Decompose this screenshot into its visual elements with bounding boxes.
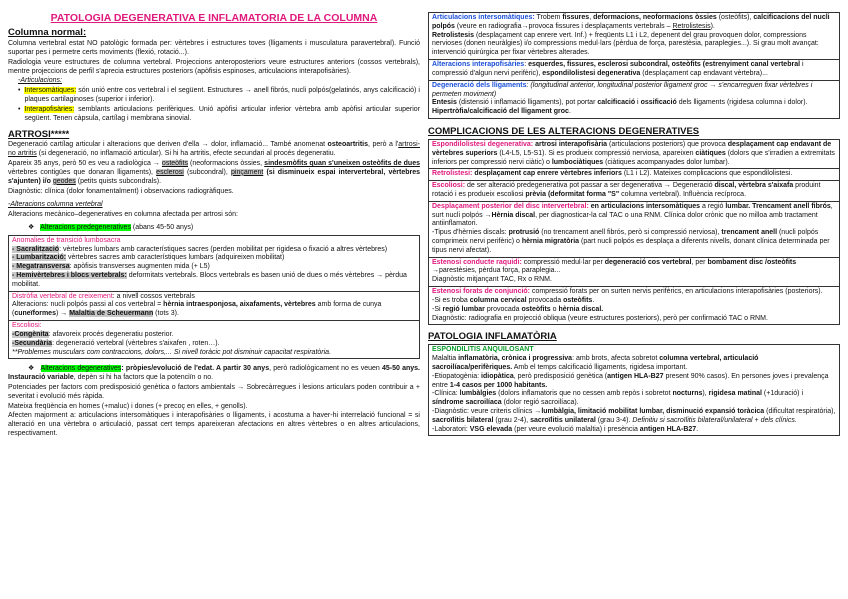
section-columna-normal: Columna normal: — [8, 27, 87, 39]
box-cell-retrolistesi: Retrolistesi: desplaçament cap enrere vèrtebres inferiors (L1 i L2). Mateixes complicacions que espondilolistesi. — [429, 169, 839, 181]
box-cell-estenosi-raquidi: Estenosi conducte raquidi: compressió medul·lar per degeneració cos vertebral, per bombament disc /osteòfits →parestèsies, pèrdua força, paraplegia... Diagnòstic mitjançant TAC, Rx o RNM. — [429, 258, 839, 287]
diamond-bullet-icon: ❖ — [28, 223, 35, 231]
paragraph: Alteracions mecànico–degeneratives en columna afectada per artrosi són: — [8, 211, 238, 219]
paragraph: Radiologia veure estructures de columna vertebral. Projeccions anteroposteriors veure estructures anteriors (cossos vertebrals), mentre projeccions de perfil s'aprecia estructures posteriors (apòfisis espinoses, articulacions interapofisàries). — [8, 58, 420, 75]
box-cell-espondilitis: ESPONDILITIS ANQUILOSANT Malaltia inflamatòria, crònica i progressiva: amb brots, afecta sobretot columna vertebral, articulació sacroilíaca/perifèriques. Amb el temps calcificació lligaments, rigidesa important. -Etiopatogènia: idiopàtica, però predisposició genètica (antigen HLA-B27 present 90% casos). En persones joves i prevalença entre 1-4 casos per 1000 habitants. -Clínica: lumbàlgies (dolors inflamatoris que no cessen amb repòs i sobretot nocturns), rigidesa matinal (+1duració) i síndrome sacroilíaca (dolor regió sacroilíaca). -Diagnòstic: veure criteris clínics →lumbàlgia, limitació mobilitat lumbar, disminució expansió toràcica (dificultat respiratòria), sacroïlitis bilateral (grau 2-4), sacroïlitis unilateral (grau 3-4). Definitiu si sacroïlitis bilateral/unilateral + dels clínics. -Laboratori: VSG elevada (per veure evolució malaltia) i presència antigen HLA-B27. — [432, 346, 836, 433]
subheading-alteracions: -Alteracions columna vertebral — [8, 201, 103, 209]
box-cell-intersomatiques: Articulacions intersomàtiques: Trobem fissures, deformacions, neoformacions òssies (osteòfits), calcificacions del nucli polpós (veure en radiografia→provoca fissures i desplaçaments vertebrals – Retrolistesis). Retrolistesis (desplaçament cap enrere vert. Inf.) + freqüents L1 i L2, depenent del grau provoquen dolor, compressions nervioses (donen neuràlgies) i/o compressions medul·lars (pèrdua de força, parestèsia, paraplegies...). Si grau molt avançat: intervenció quirúrgica per fixar vèrtebres alterades. — [429, 13, 839, 60]
section-inflamatoria: PATOLOGIA INFLAMATÒRIA — [428, 331, 557, 343]
bullet-icon: • — [18, 87, 21, 95]
diamond-item-predegeneratives: ❖ Alteracions predegeneratives (abans 45-50 anys) — [28, 223, 194, 231]
paragraph: Diagnòstic: clínica (dolor fonamentalment) i observacions radiogràfiques. — [8, 187, 234, 195]
paragraph: Afecten majorment a: articulacions intersomàtiques i interapofisàries o lligaments, i acostuma a haver-hi interrelació funcional = si alteració en una vèrtebra o articulació, passat cert temps apareixeran afectacions en altres vèrtebres o en altres articulacions, respectivament. — [8, 412, 420, 438]
box-cell-espondilolistesi: Espondilolistesi degenerativa: artrosi interapofisària (articulacions posteriors) que provoca desplaçament cap endavant de vèrtebres superiors (L4-L5, L5-S1). Si es produeix compressió nerviosa, apareixen ciàtiques (dolors que s'irradien a extremitats inferiors per compressió nervi ciàtic) o lumbociàtiques (ciàtiques acompanyades dolor lumbar). — [429, 140, 839, 169]
degenerative-details-box — [428, 12, 840, 119]
subheading-articulacions: -Articulacions: — [18, 77, 62, 85]
box-cell-escoliosi: Escoliosi: de ser alteració predegenerativa pot passar a ser degenerativa → Degeneració discal, vèrtebra s'aixafa produint rotació i es produeix escoliosi prèvia (deformitat forma "S" columna vertebral). Influència recíproca. — [429, 181, 839, 202]
page-title: PATOLOGIA DEGENERATIVA E INFLAMATORIA DE LA COLUMNA — [50, 12, 378, 24]
paragraph: Degeneració cartílag articular i alteracions que deriven d'ella → dolor, inflamació... També anomenat osteoartritis, però a l'artrosi- no artritis (si degeneració, no inflamació articular). Si hi ha artritis, efecte secundari al procés degeneratiu. — [8, 141, 420, 158]
inflammatory-box — [428, 344, 840, 436]
bullet-icon: • — [18, 105, 21, 113]
diamond-bullet-icon: ❖ — [28, 365, 35, 373]
paragraph: Potenciades per factors com predisposició genètica o factors ambientals → Sobrecàrregues i lesions articulars poden contribuir a + severitat i evolució més ràpida. — [8, 383, 420, 400]
list-item: • Intersomàtiques: són unió entre cos vertebral i el següent. Estructures → anell fibrós, nucli polpós(gelatinós, anys calcificació) i plaques cartilaginoses (superior i inferior). — [18, 87, 420, 104]
paragraph-degeneratives: ❖ Alteracions degeneratives: pròpies/evolució de l'edat. A partir 30 anys, però radiològicament no es veuen 45-50 anys. Instauració variable, depèn si hi ha factors que la potenciïn o no. — [8, 365, 420, 382]
box-cell-escoliosi: Escoliosi: -Congènita: afavoreix procés degeneratiu posterior. -Secundària: degeneració vertebral (vèrtebres s'aixafen , roten…). **Problemes musculars com contraccions, dolors,... Si nivell toràcic pot disminuir capacitat respiratòria. — [12, 322, 332, 356]
complications-box — [428, 139, 840, 325]
section-complicacions: COMPLICACIONS DE LES ALTERACIONS DEGENERATIVES — [428, 125, 700, 137]
paragraph: Mateixa freqüència en homes (+maluc) i dones (+ precoç en elles, + genolls). — [8, 402, 248, 410]
box-cell-estenosi-forats: Estenosi forats de conjunció: compressió forats per on surten nervis perifèrics, en articulacions interapofisàries (posteriors). -Si es troba columna cervical provocada osteòfits. -Si regió lumbar provocada osteòfits o hèrnia discal. Diagnòstic: radiografia en projecció obliqua (veure estructures posteriors), però per confirmació TAC o RNM. — [432, 288, 823, 322]
paragraph: Columna vertebral estat NO patològic formada per: vèrtebres i estructures toves (lligaments i musculatura paravertebral). Funció suportar pes i permetre certs moviments (flexió, rotació...). — [8, 40, 420, 56]
predegenerative-box — [8, 235, 420, 360]
paragraph: Apareix 35 anys, però 50 es veu a radiològica → osteòfits (neoformacions òssies, sindesmòfits quan s'uneixen osteòfits de dues vèrtebres contigües que donaran lligaments), esclerosi (subcondral), pinçament (si disminueix espai intervertebral, vèrtebres s'ajunten) i/o geodes (petits quists subcondrals). — [8, 160, 420, 185]
list-item: • Interapofisàries: semblants articulacions perifèriques. Unió apòfisi articular inferior vèrtebra amb apòfisi articular superior següent. Tenen càpsula, cartílag i membrana sinovial. — [18, 105, 420, 122]
section-artrosi: ARTROSI***** — [8, 128, 70, 140]
term-highlight: Interapofisàries: — [24, 105, 75, 113]
box-cell-anomalies: Anomalies de transició lumbosacra - Sacralització: vèrtebres lumbars amb característiques sacres (perden mobilitat per rigidesa o fixació a altres vèrtebres) - Lumbarització: vèrtebres sacres amb característiques lumbars (adquireixen mobilitat) - Megatransversa: apòfisis transverses augmenten mida (+ L5) - Hemivèrtebres i blocs vertebrals: deformitats vertebrals. Blocs vertebrals es basen unió de dues o més vèrtebres → pèrdua mobilitat. — [9, 236, 419, 292]
box-cell-distrofia: Distròfia vertebral de creixement: a nivell cossos vertebrals Alteracions: nucli polpós passi al cos vertebral = hèrnia intraesponjosa, aixafaments, vèrtebres amb forma de cunya (cuneïformes) → Malaltia de Scheuermann (tots 3). — [9, 292, 419, 321]
term-highlight: Intersomàtiques: — [24, 87, 77, 95]
box-cell-lligaments: Degeneració dels lligaments: (longitudinal anterior, longitudinal posterior lligament groc → s'encarreguen fixar vèrtebres i permeten moviment) Entesis (distensió i inflamació lligaments), pot portar calcificació i ossificació dels lligaments (rigidesa columna i dolor). Hipertròfia/calcificació del lligament groc. — [432, 81, 813, 116]
box-cell-desplacament-disc: Desplaçament posterior del disc intervertebral: en articulacions intersomàtiques a regió lumbar. Trencament anell fibrós, surt nucli polpós →Hèrnia discal, per diagnosticar-la cal TAC o una RNM. Clínica dolor crònic que no milloa amb tractament antiinflamatori. -Tipus d'hèrnies discals: protrusió (no trencament anell fibrós, però si compressió nerviosa), trencament anell (nucli polpós comprimeix nervi perifèric) o hèrnia migratòria (part nucli polpós es desplaça a diferents nivells, donant clínica determinada per tipus nervi afectat). — [429, 202, 839, 258]
box-cell-interapofisaries: Alteracions interapofisàries: esquerdes, fissures, esclerosi subcondral, osteòfits (estrenyiment canal vertebral i compressió d'algun nervi perifèric), espondilolistesi degenerativa (desplaçament cap endavant vèrtebra)... — [429, 60, 839, 81]
right-column — [428, 12, 840, 438]
left-column — [8, 12, 420, 440]
